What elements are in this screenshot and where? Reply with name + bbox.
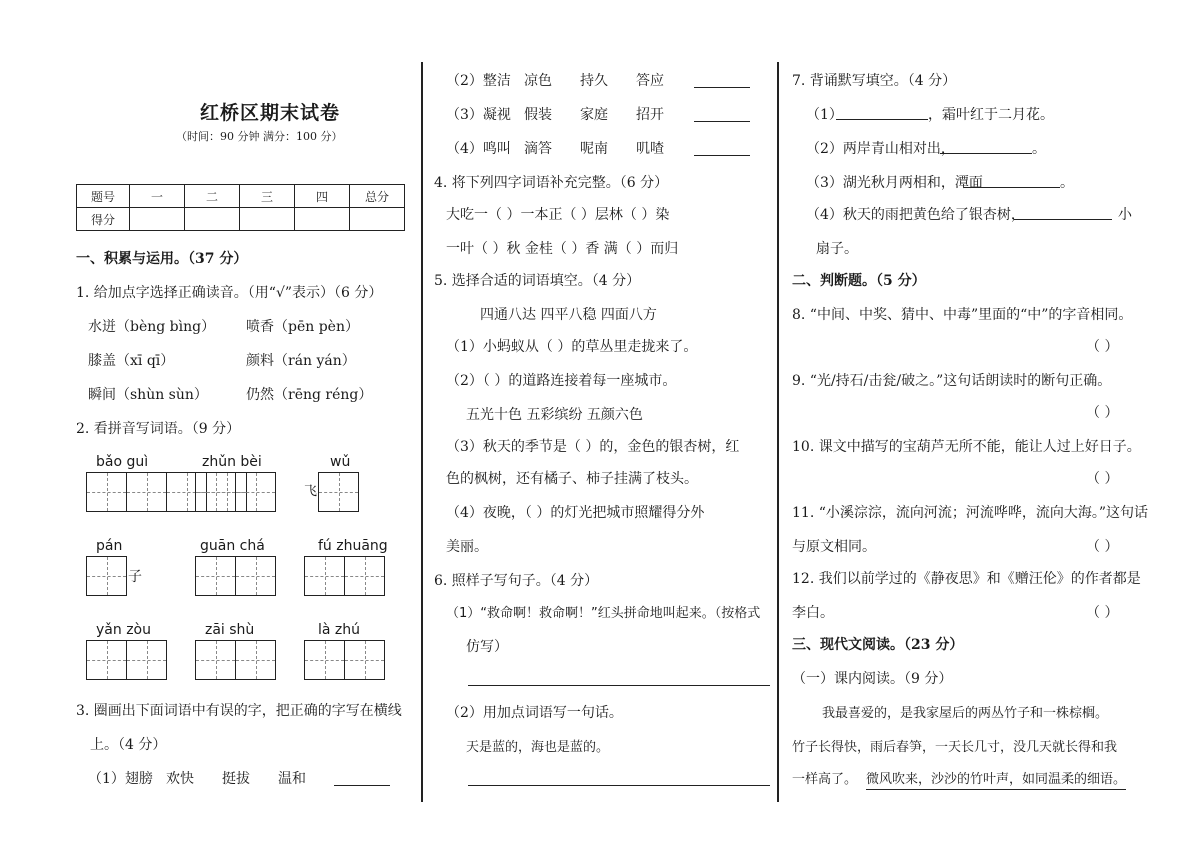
q7-line: （4）秋天的雨把黄色给了银杏树， bbox=[806, 207, 1025, 223]
judge-question: 12. 我们以前学过的《静夜思》和《赠汪伦》的作者都是 bbox=[792, 571, 1141, 587]
writing-grid[interactable] bbox=[195, 640, 276, 680]
q3-word: 家庭 bbox=[580, 107, 608, 123]
q3-word: 挺拔 bbox=[222, 771, 250, 787]
q3-word: 叽喳 bbox=[636, 141, 664, 157]
pinyin-label: yǎn zòu bbox=[96, 622, 151, 638]
judge-answer-paren[interactable]: （ ） bbox=[1086, 405, 1119, 421]
question-3-cont: 上。（4 分） bbox=[90, 737, 167, 753]
judge-question: 9. “光/持石/击瓮/破之。”这句话朗读时的断句正确。 bbox=[792, 373, 1112, 389]
writing-grid[interactable] bbox=[318, 472, 359, 512]
reading-paragraph-line: 一样高了。 bbox=[792, 772, 858, 787]
q3-word: 欢快 bbox=[166, 771, 194, 787]
column-divider-2 bbox=[777, 62, 779, 802]
q1-option: 颜料（rán yán） bbox=[246, 353, 356, 369]
section-1-heading: 一、积累与运用。（37 分） bbox=[76, 251, 248, 267]
section-2-heading: 二、判断题。（5 分） bbox=[792, 273, 926, 289]
answer-line[interactable] bbox=[940, 152, 1032, 154]
reading-subsection: （一）课内阅读。（9 分） bbox=[792, 671, 953, 687]
q7-line: 。 bbox=[1060, 175, 1074, 191]
q5-sentence: （2）（ ）的道路连接着每一座城市。 bbox=[446, 373, 677, 389]
question-6: 6. 照样子写句子。（4 分） bbox=[434, 573, 599, 589]
pinyin-label: bǎo guì bbox=[96, 454, 149, 470]
q1-option: 喷香（pēn pèn） bbox=[246, 319, 359, 335]
q6-sentence: 仿写） bbox=[466, 639, 508, 655]
exam-info: （时间：90 分钟 满分：100 分） bbox=[176, 130, 343, 143]
pinyin-label: zhǔn bèi bbox=[202, 454, 262, 470]
score-cell: 二 bbox=[185, 185, 240, 208]
reading-paragraph-line: 竹子长得快，雨后春笋，一天长几寸，没几天就长得和我 bbox=[792, 740, 1118, 755]
q7-line: 小 bbox=[1118, 207, 1132, 223]
question-5: 5. 选择合适的词语填空。（4 分） bbox=[434, 273, 641, 289]
judge-question: 11. “小溪淙淙，流向河流；河流哗哗，流向大海。”这句话 bbox=[792, 505, 1149, 521]
q3-word: 假装 bbox=[524, 107, 552, 123]
column-divider-1 bbox=[421, 62, 423, 802]
q7-line: 。 bbox=[1032, 141, 1046, 157]
q3-word: 答应 bbox=[636, 73, 664, 89]
judge-answer-paren[interactable]: （ ） bbox=[1086, 605, 1119, 621]
answer-line[interactable] bbox=[334, 784, 390, 786]
pinyin-label: pán bbox=[96, 538, 123, 554]
q6-sentence: （1）“救命啊！救命啊！”红头拼命地叫起来。（按格式 bbox=[446, 606, 761, 621]
writing-grid[interactable] bbox=[304, 640, 385, 680]
q7-line: ，霜叶红于二月花。 bbox=[928, 107, 1054, 123]
q7-line: （1） bbox=[806, 107, 843, 123]
writing-grid[interactable] bbox=[86, 640, 167, 680]
writing-grid[interactable] bbox=[304, 556, 385, 596]
question-2: 2. 看拼音写词语。（9 分） bbox=[76, 421, 241, 437]
question-1: 1. 给加点字选择正确读音。（用“√”表示）（6 分） bbox=[76, 285, 383, 301]
answer-line[interactable] bbox=[694, 86, 750, 88]
reading-paragraph-line: 我最喜爱的，是我家屋后的两丛竹子和一株棕榈。 bbox=[822, 706, 1109, 721]
q3-word: （1）翅膀 bbox=[88, 771, 153, 787]
score-input-cell[interactable] bbox=[185, 208, 240, 231]
score-cell: 四 bbox=[295, 185, 350, 208]
judge-question: 与原文相同。 bbox=[792, 539, 876, 555]
q3-word: （2）整洁 bbox=[446, 73, 511, 89]
page-title: 红桥区期末试卷 bbox=[200, 102, 341, 124]
q5-sentence: （3）秋天的季节是（ ）的，金色的银杏树，红 bbox=[446, 439, 740, 455]
q5-sentence: （4）夜晚，（ ）的灯光把城市照耀得分外 bbox=[446, 505, 705, 521]
q1-option: 膝盖（xī qī） bbox=[88, 353, 175, 369]
section-3-heading: 三、现代文阅读。（23 分） bbox=[792, 637, 964, 653]
score-cell: 一 bbox=[130, 185, 185, 208]
q5-word-group: 四通八达 四平八稳 四面八方 bbox=[480, 307, 657, 323]
answer-line[interactable] bbox=[1014, 218, 1112, 220]
score-table bbox=[76, 184, 405, 231]
judge-answer-paren[interactable]: （ ） bbox=[1086, 339, 1119, 355]
q4-line: 大吃一（ ）一本正（ ）层林（ ）染 bbox=[446, 207, 670, 223]
underlined-sentence: 微风吹来，沙沙的竹叶声，如同温柔的细语。 bbox=[866, 768, 1126, 790]
q4-line: 一叶（ ）秋 金桂（ ）香 满（ ）而归 bbox=[446, 241, 679, 257]
writing-grid[interactable] bbox=[195, 556, 276, 596]
answer-line[interactable] bbox=[468, 684, 770, 686]
q7-line: （2）两岸青山相对出， bbox=[806, 141, 955, 157]
score-cell: 总分 bbox=[350, 185, 405, 208]
given-character: 飞 bbox=[304, 484, 318, 499]
q3-word: 呢南 bbox=[580, 141, 608, 157]
q1-option: 仍然（rēng réng） bbox=[246, 387, 373, 403]
q7-line: 扇子。 bbox=[816, 241, 858, 257]
q3-word: （3）凝视 bbox=[446, 107, 511, 123]
judge-question: 10. 课文中描写的宝葫芦无所不能，能让人过上好日子。 bbox=[792, 439, 1141, 455]
answer-line[interactable] bbox=[468, 784, 770, 786]
q5-sentence: 色的枫树，还有橘子、柿子挂满了枝头。 bbox=[446, 471, 698, 487]
q3-word: （4）鸣叫 bbox=[446, 141, 511, 157]
score-input-cell[interactable] bbox=[350, 208, 405, 231]
q7-line: （3）湖光秋月两相和，潭面 bbox=[806, 175, 983, 191]
answer-line[interactable] bbox=[964, 186, 1060, 188]
score-table-row-score bbox=[77, 208, 405, 231]
score-input-cell[interactable] bbox=[295, 208, 350, 231]
q3-word: 滴答 bbox=[524, 141, 552, 157]
q6-sentence: （2）用加点词语写一句话。 bbox=[446, 705, 623, 721]
answer-line[interactable] bbox=[836, 118, 928, 120]
score-cell: 题号 bbox=[77, 185, 130, 208]
pinyin-label: zāi shù bbox=[205, 622, 255, 638]
q6-sentence: 天是蓝的，海也是蓝的。 bbox=[466, 740, 610, 755]
question-7: 7. 背诵默写填空。（4 分） bbox=[792, 73, 957, 89]
q1-option: 瞬间（shùn sùn） bbox=[88, 387, 208, 403]
question-4: 4. 将下列四字词语补充完整。（6 分） bbox=[434, 175, 669, 191]
writing-grid[interactable] bbox=[195, 472, 276, 512]
q3-word: 招开 bbox=[636, 107, 664, 123]
q3-word: 持久 bbox=[580, 73, 608, 89]
score-input-cell[interactable] bbox=[130, 208, 185, 231]
judge-question: 李白。 bbox=[792, 605, 834, 621]
pinyin-label: là zhú bbox=[318, 622, 361, 638]
q5-sentence: （1）小蚂蚁从（ ）的草丛里走拢来了。 bbox=[446, 339, 698, 355]
judge-question: 8. “中间、中奖、猜中、中毒”里面的“中”的字音相同。 bbox=[792, 307, 1133, 323]
q3-word: 温和 bbox=[278, 771, 306, 787]
question-3: 3. 圈画出下面词语中有误的字，把正确的字写在横线 bbox=[76, 703, 402, 719]
answer-line[interactable] bbox=[694, 120, 750, 122]
writing-grid[interactable] bbox=[86, 556, 127, 596]
score-table-row-header bbox=[77, 185, 405, 208]
q5-word-group: 五光十色 五彩缤纷 五颜六色 bbox=[466, 407, 643, 423]
answer-line[interactable] bbox=[694, 154, 750, 156]
judge-answer-paren[interactable]: （ ） bbox=[1086, 539, 1119, 555]
q1-option: 水迸（bèng bìng） bbox=[88, 319, 216, 335]
score-cell: 得分 bbox=[77, 208, 130, 231]
given-character: 子 bbox=[128, 569, 142, 585]
pinyin-label: fú zhuāng bbox=[318, 538, 388, 554]
score-input-cell[interactable] bbox=[240, 208, 295, 231]
pinyin-label: guān chá bbox=[200, 538, 265, 554]
pinyin-label: wǔ bbox=[330, 454, 351, 470]
q5-sentence: 美丽。 bbox=[446, 539, 488, 555]
score-cell: 三 bbox=[240, 185, 295, 208]
q3-word: 凉色 bbox=[524, 73, 552, 89]
judge-answer-paren[interactable]: （ ） bbox=[1086, 471, 1119, 487]
